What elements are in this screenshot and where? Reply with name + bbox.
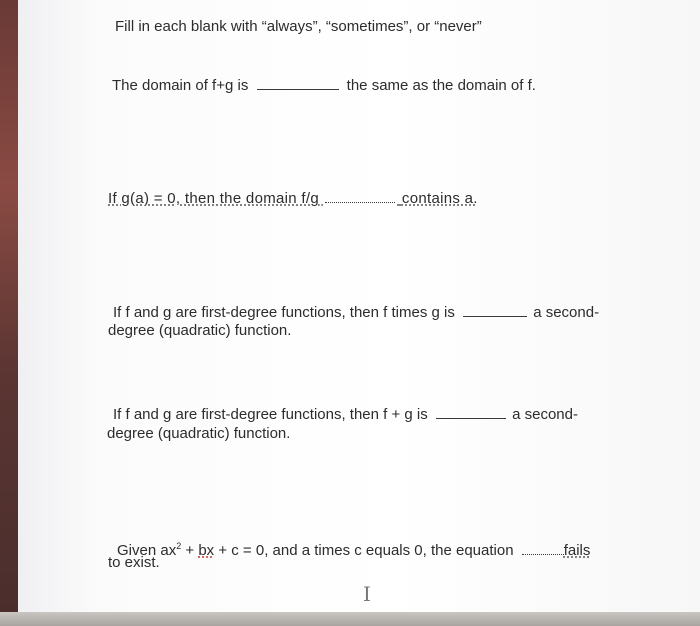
question-3-blank[interactable]	[463, 316, 527, 317]
question-1-blank[interactable]	[257, 89, 339, 90]
photo-left-edge	[0, 0, 18, 626]
text-cursor-icon: I	[363, 582, 371, 606]
question-3-line-2: degree (quadratic) function.	[108, 322, 292, 339]
question-5-rest: + c = 0, and a times c equals 0, the equation	[214, 542, 514, 559]
question-5-line-2: to exist.	[108, 554, 160, 571]
question-4-line-1	[113, 406, 578, 424]
question-5-given: Given ax	[117, 542, 177, 559]
instructions-title: Fill in each blank with “always”, “sometimes”, or “never”	[115, 18, 482, 35]
question-3-after: a second-	[533, 304, 600, 321]
question-1-after: the same as the domain of f.	[346, 77, 536, 94]
question-5-after: fails	[563, 542, 591, 559]
question-2	[108, 190, 478, 208]
question-5-blank[interactable]	[522, 554, 564, 555]
question-2-after: contains a.	[401, 190, 478, 207]
question-2-before: If g(a) = 0, then the domain f/g	[108, 190, 319, 207]
question-5-bx: bx	[198, 542, 215, 559]
photo-bottom-edge	[0, 612, 700, 626]
question-3-before: If f and g are first-degree functions, then f times g is	[113, 304, 455, 321]
question-4-blank[interactable]	[436, 418, 506, 419]
question-3-line-1	[113, 304, 599, 322]
question-4-after: a second-	[512, 406, 578, 423]
question-5-plus: +	[181, 542, 199, 559]
question-1	[112, 77, 536, 95]
question-4-before: If f and g are first-degree functions, then f + g is	[113, 406, 428, 423]
question-5-line-1	[117, 537, 590, 560]
question-5-exponent: 2	[176, 541, 182, 551]
question-2-blank[interactable]	[325, 202, 395, 203]
question-4-line-2: degree (quadratic) function.	[107, 425, 291, 442]
question-1-before: The domain of f+g is	[112, 77, 249, 94]
